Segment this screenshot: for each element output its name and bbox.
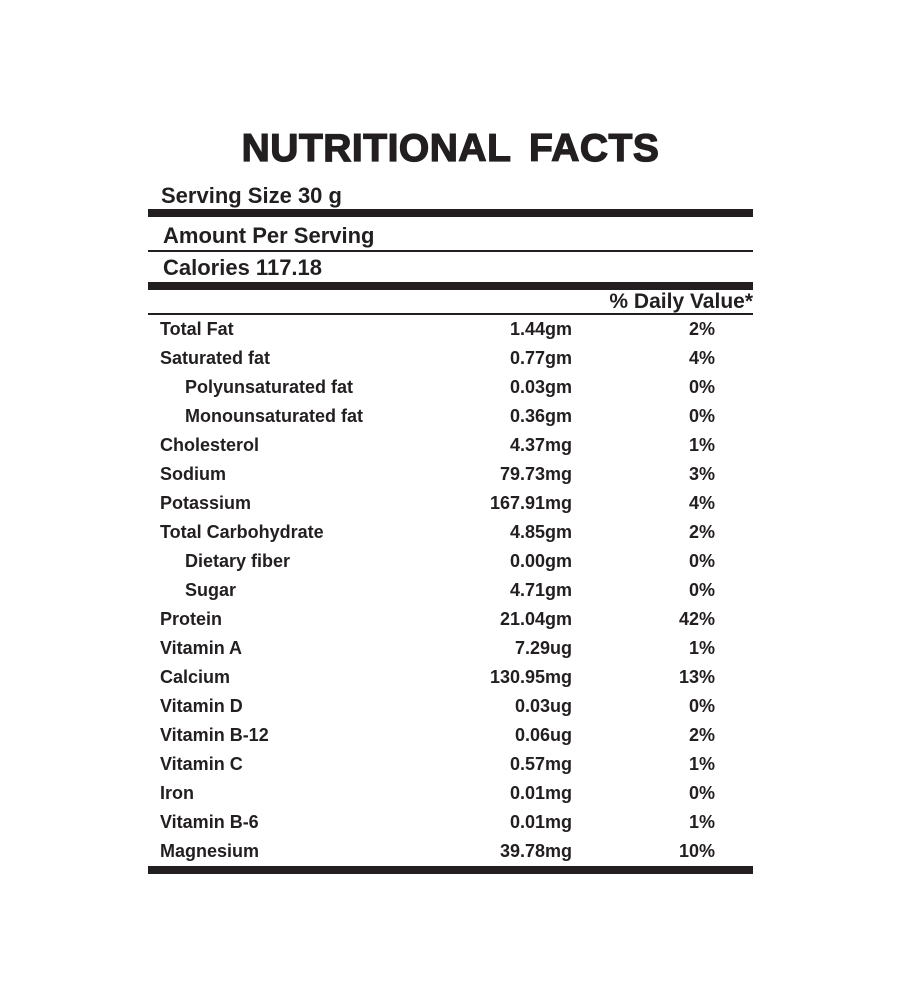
nutrient-daily-value: 0% — [688, 783, 715, 803]
nutrient-name: Vitamin D — [160, 696, 243, 716]
nutrient-name: Sugar — [185, 580, 237, 600]
nutrient-daily-value: 1% — [688, 435, 715, 455]
daily-value-header: % Daily Value* — [609, 290, 753, 313]
nutrient-name: Polyunsaturated fat — [185, 377, 354, 397]
nutrient-name: Magnesium — [160, 841, 260, 861]
nutrient-name: Dietary fiber — [185, 551, 291, 571]
nutrient-daily-value: 2% — [688, 725, 715, 745]
divider-bar-top — [148, 209, 753, 217]
nutrient-name: Total Fat — [160, 319, 234, 339]
nutrient-name: Cholesterol — [160, 435, 260, 455]
nutrient-name: Protein — [160, 609, 223, 629]
nutrient-row — [148, 431, 753, 460]
nutrient-daily-value: 2% — [688, 319, 715, 339]
nutrient-table — [148, 315, 753, 866]
nutrient-daily-value: 1% — [688, 754, 715, 774]
amount-per-serving: Amount Per Serving — [163, 223, 375, 248]
nutrient-row — [148, 721, 753, 750]
nutrient-row — [148, 402, 753, 431]
nutrient-daily-value: 13% — [678, 667, 715, 687]
nutrient-name: Saturated fat — [160, 348, 271, 368]
nutrient-row — [148, 518, 753, 547]
nutrient-amount: 39.78mg — [499, 841, 572, 861]
nutrient-amount: 0.01mg — [509, 783, 572, 803]
nutrient-amount: 7.29ug — [514, 638, 572, 658]
nutrient-daily-value: 4% — [688, 493, 715, 513]
nutrient-row — [148, 634, 753, 663]
nutrient-name: Vitamin C — [160, 754, 243, 774]
nutrient-row — [148, 779, 753, 808]
nutrient-name: Total Carbohydrate — [160, 522, 324, 542]
nutrient-row — [148, 750, 753, 779]
nutrient-row — [148, 460, 753, 489]
nutrient-row — [148, 605, 753, 634]
nutrient-amount: 4.37mg — [509, 435, 572, 455]
nutrient-amount: 130.95mg — [489, 667, 572, 687]
nutrient-name: Vitamin B-6 — [160, 812, 259, 832]
nutrient-name: Vitamin A — [160, 638, 243, 658]
nutrient-daily-value: 0% — [688, 580, 715, 600]
nutrient-amount: 4.71gm — [509, 580, 572, 600]
nutrient-name: Potassium — [160, 493, 252, 513]
nutrient-name: Iron — [160, 783, 194, 803]
nutrient-row — [148, 808, 753, 837]
nutrient-row — [148, 576, 753, 605]
nutrient-row — [148, 837, 753, 866]
nutrient-name: Vitamin B-12 — [160, 725, 269, 745]
nutrient-amount: 167.91mg — [489, 493, 572, 513]
nutrient-daily-value: 1% — [688, 638, 715, 658]
divider-bar-mid — [148, 282, 753, 290]
nutrient-amount: 0.03ug — [514, 696, 572, 716]
nutrient-amount: 4.85gm — [509, 522, 572, 542]
nutrient-row — [148, 315, 753, 344]
nutrient-amount: 0.06ug — [514, 725, 572, 745]
label-title: NUTRITIONAL FACTS — [241, 127, 660, 170]
nutrient-name: Sodium — [160, 464, 226, 484]
nutrient-name: Calcium — [160, 667, 231, 687]
nutrient-daily-value: 2% — [688, 522, 715, 542]
nutrient-amount: 21.04gm — [499, 609, 572, 629]
nutrient-amount: 0.77gm — [509, 348, 572, 368]
nutrient-daily-value: 1% — [688, 812, 715, 832]
divider-bar-bottom — [148, 866, 753, 874]
nutrient-amount: 1.44gm — [509, 319, 572, 339]
nutrient-row — [148, 547, 753, 576]
nutrient-row — [148, 692, 753, 721]
nutrient-daily-value: 0% — [688, 696, 715, 716]
serving-size: Serving Size 30 g — [161, 183, 342, 208]
nutrient-amount: 0.57mg — [509, 754, 572, 774]
nutrient-daily-value: 42% — [678, 609, 715, 629]
nutrient-daily-value: 4% — [688, 348, 715, 368]
nutrient-amount: 0.03gm — [509, 377, 572, 397]
nutrient-amount: 0.01mg — [509, 812, 572, 832]
nutrient-row — [148, 663, 753, 692]
nutrient-amount: 0.00gm — [509, 551, 572, 571]
nutrient-row — [148, 373, 753, 402]
nutrient-daily-value: 0% — [688, 551, 715, 571]
nutrient-daily-value: 0% — [688, 406, 715, 426]
nutrition-label — [148, 127, 753, 874]
nutrient-amount: 79.73mg — [499, 464, 572, 484]
nutrient-daily-value: 3% — [688, 464, 715, 484]
nutrient-amount: 0.36gm — [509, 406, 572, 426]
nutrient-name: Monounsaturated fat — [185, 406, 363, 426]
nutrient-daily-value: 10% — [678, 841, 715, 861]
nutrient-daily-value: 0% — [688, 377, 715, 397]
calories: Calories 117.18 — [163, 255, 323, 280]
nutrient-row — [148, 344, 753, 373]
nutrient-row — [148, 489, 753, 518]
